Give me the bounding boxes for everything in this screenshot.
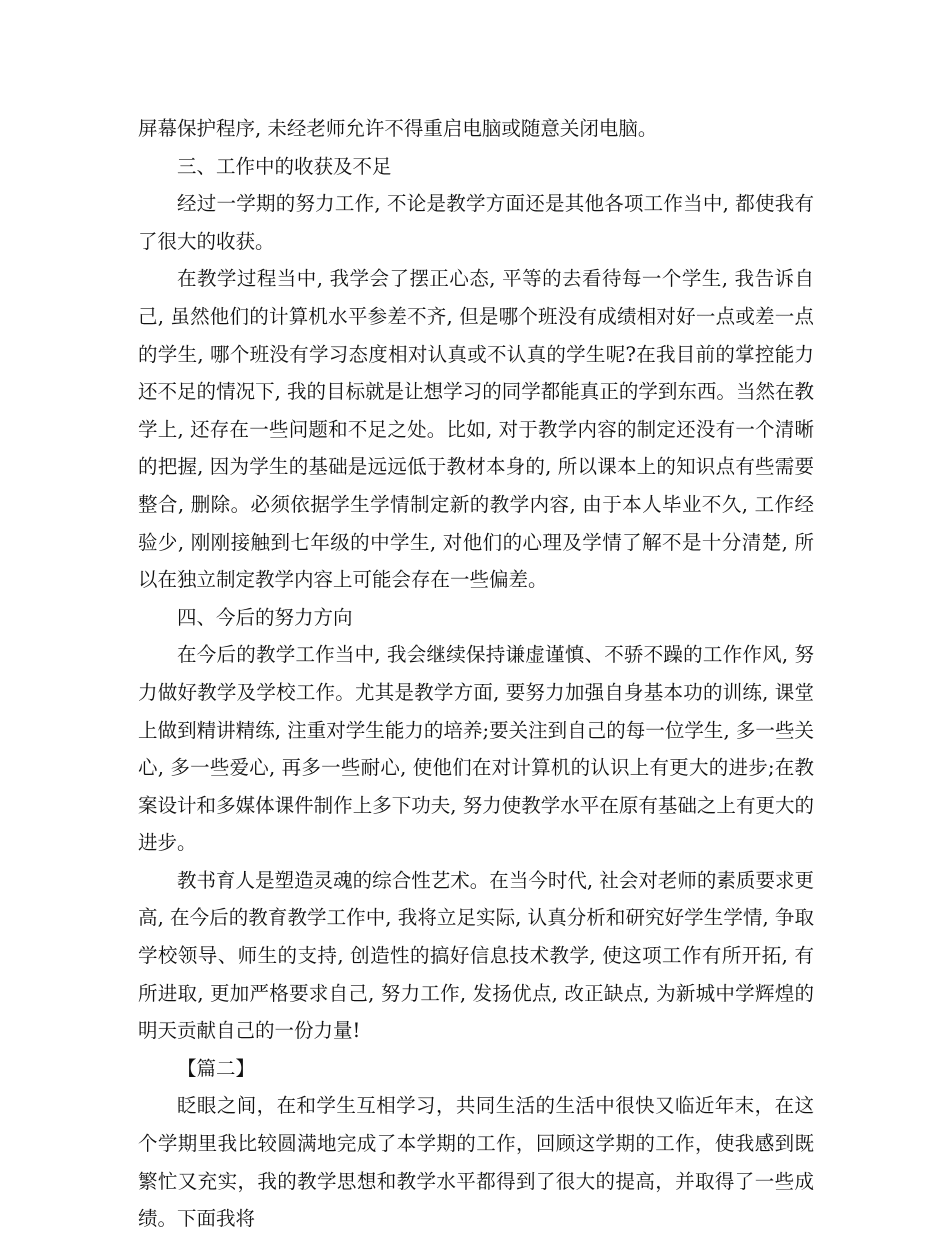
paragraph-education-art: 教书育人是塑造灵魂的综合性艺术。在当今时代, 社会对老师的素质要求更高, 在今后的教育教学工作中, 我将立足实际, 认真分析和研究好学生学情, 争取学校领导、师生的支持, 创造性的搞好信息技术教学, 使这项工作有所开拓, 有所进取, 更加严格要求自己, 努力工作, 发扬优点, 改正缺点, 为新城中学辉煌的明天贡献自己的一份力量! [138,868,814,1043]
paragraph-gains: 经过一学期的努力工作, 不论是教学方面还是其他各项工作当中, 都使我有了很大的收获。 [138,192,814,253]
section-heading-future-direction: 四、今后的努力方向 [177,605,353,629]
paragraph-future-work: 在今后的教学工作当中, 我会继续保持谦虚谨慎、不骄不躁的工作作风, 努力做好教学及学校工作。尤其是教学方面, 要努力加强自身基本功的训练, 课堂上做到精讲精练, 注重对学生能力的培养;要关注到自己的每一位学生, 多一些关心, 多一些爱心, 再多一些耐心, 使他们在对计算机的认识上有更大的进步;在教案设计和多媒体课件制作上多下功夫, 努力使教学水平在原有基础之上有更大的进步。 [138,643,814,855]
paragraph-teaching-process: 在教学过程当中, 我学会了摆正心态, 平等的去看待每一个学生, 我告诉自己, 虽然他们的计算机水平参差不齐, 但是哪个班没有成绩相对好一点或差一点的学生, 哪个班没有学习态度相对认真或不认真的学生呢?在我目前的掌控能力还不足的情况下, 我的目标就是让想学习的同学都能真正的学到东西。当然在教学上, 还存在一些问题和不足之处。比如, 对于教学内容的制定还没有一个清晰的把握, 因为学生的基础是远远低于教材本身的, 所以课本上的知识点有些需要整合, 删除。必须依据学生学情制定新的教学内容, 由于本人毕业不久, 工作经验少, 刚刚接触到七年级的中学生, 对他们的心理及学情了解不是十分清楚, 所以在独立制定教学内容上可能会存在一些偏差。 [138,267,814,592]
section-heading-part-two: 【篇二】 [177,1056,256,1080]
paragraph-continuation: 屏幕保护程序, 未经老师允许不得重启电脑或随意关闭电脑。 [138,117,658,140]
section-heading-gains-and-shortcomings: 三、工作中的收获及不足 [177,154,392,178]
document-body [138,110,814,1238]
paragraph-part-two-intro: 眨眼之间，在和学生互相学习，共同生活的生活中很快又临近年末，在这个学期里我比较圆满地完成了本学期的工作，回顾这学期的工作，使我感到既繁忙又充实，我的教学思想和教学水平都得到了很大的提高，并取得了一些成绩。下面我将 [138,1094,814,1231]
